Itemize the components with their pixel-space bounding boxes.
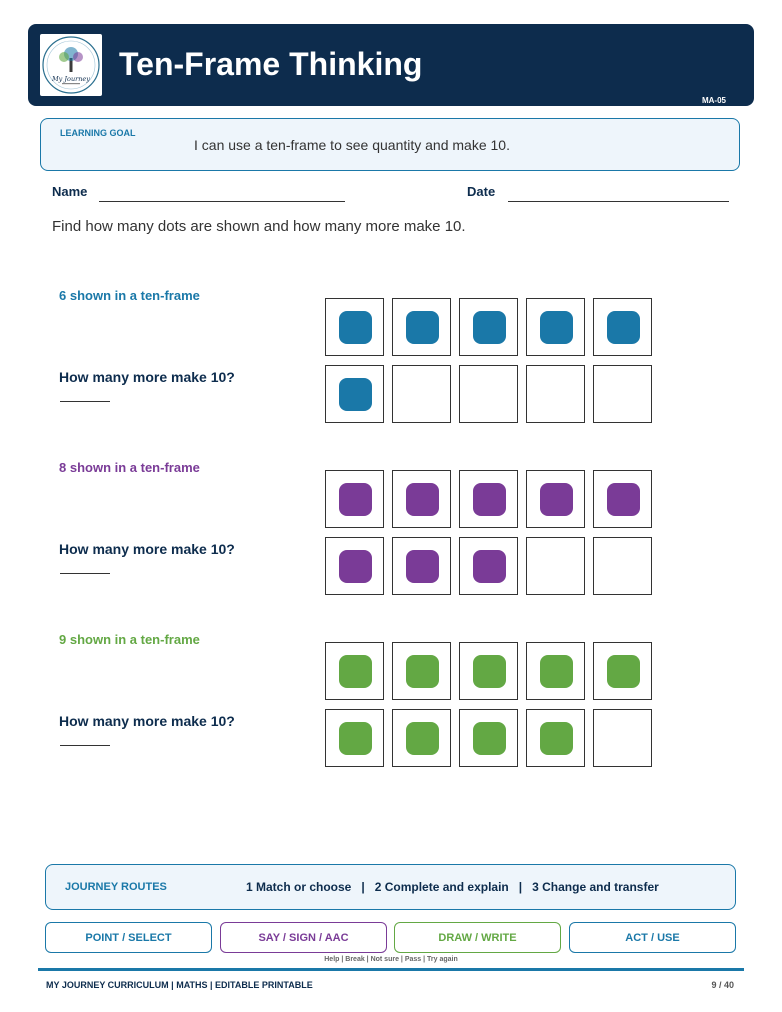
footer-title: MY JOURNEY CURRICULUM | MATHS | EDITABLE PRINTABLE <box>46 980 313 990</box>
counter-dot <box>540 311 573 344</box>
ten-frame-cell[interactable] <box>392 365 451 423</box>
date-field[interactable] <box>508 201 729 202</box>
answer-blank[interactable] <box>60 745 110 746</box>
item-question: How many more make 10? <box>59 713 235 729</box>
name-field[interactable] <box>99 201 345 202</box>
counter-dot <box>473 722 506 755</box>
ten-frame-cell[interactable] <box>392 537 451 595</box>
ten-frame-cell[interactable] <box>459 470 518 528</box>
ten-frame-cell[interactable] <box>593 537 652 595</box>
counter-dot <box>339 378 372 411</box>
page-title: Ten-Frame Thinking <box>119 46 423 82</box>
item-question: How many more make 10? <box>59 369 235 385</box>
counter-dot <box>406 311 439 344</box>
header-banner <box>28 24 754 106</box>
answer-blank[interactable] <box>60 401 110 402</box>
svg-text:My Journey: My Journey <box>52 75 90 83</box>
journey-routes-label: JOURNEY ROUTES <box>65 881 167 893</box>
ten-frame-cell[interactable] <box>459 642 518 700</box>
counter-dot <box>540 655 573 688</box>
counter-dot <box>540 722 573 755</box>
ten-frame-cell[interactable] <box>526 365 585 423</box>
counter-dot <box>540 483 573 516</box>
counter-dot <box>607 483 640 516</box>
footer-divider <box>38 968 744 971</box>
answer-blank[interactable] <box>60 573 110 574</box>
ten-frame-cell[interactable] <box>325 709 384 767</box>
item-title: 6 shown in a ten-frame <box>59 288 200 303</box>
ten-frame-item <box>0 460 782 600</box>
page-number: 9 / 40 <box>711 980 734 990</box>
ten-frame-cell[interactable] <box>459 709 518 767</box>
ten-frame-cell[interactable] <box>325 365 384 423</box>
worksheet-code: MA-05 <box>701 96 726 105</box>
mode-point-select-button[interactable]: POINT / SELECT <box>45 922 212 953</box>
counter-dot <box>339 655 372 688</box>
counter-dot <box>473 483 506 516</box>
ten-frame-cell[interactable] <box>325 470 384 528</box>
ten-frame-cell[interactable] <box>325 642 384 700</box>
learning-goal-label: LEARNING GOAL <box>60 128 136 138</box>
learning-goal-box <box>40 118 740 171</box>
learning-goal-text: I can use a ten-frame to see quantity and make 10. <box>194 137 510 153</box>
tree-logo-icon <box>40 34 102 96</box>
ten-frame-cell[interactable] <box>392 298 451 356</box>
ten-frame-cell[interactable] <box>526 470 585 528</box>
ten-frame-cell[interactable] <box>526 298 585 356</box>
ten-frame-cell[interactable] <box>593 470 652 528</box>
ten-frame <box>325 298 655 426</box>
counter-dot <box>406 550 439 583</box>
item-title: 9 shown in a ten-frame <box>59 632 200 647</box>
ten-frame-item <box>0 632 782 772</box>
mode-act-use-button[interactable]: ACT / USE <box>569 922 736 953</box>
ten-frame-cell[interactable] <box>593 642 652 700</box>
ten-frame-cell[interactable] <box>392 642 451 700</box>
ten-frame-cell[interactable] <box>392 470 451 528</box>
ten-frame-cell[interactable] <box>593 709 652 767</box>
mode-draw-write-button[interactable]: DRAW / WRITE <box>394 922 561 953</box>
counter-dot <box>339 722 372 755</box>
ten-frame-cell[interactable] <box>593 298 652 356</box>
counter-dot <box>339 550 372 583</box>
item-question: How many more make 10? <box>59 541 235 557</box>
counter-dot <box>406 722 439 755</box>
ten-frame-cell[interactable] <box>459 537 518 595</box>
help-options: Help | Break | Not sure | Pass | Try again <box>324 956 458 963</box>
counter-dot <box>473 311 506 344</box>
ten-frame-cell[interactable] <box>459 298 518 356</box>
counter-dot <box>339 483 372 516</box>
counter-dot <box>473 655 506 688</box>
ten-frame <box>325 470 655 598</box>
counter-dot <box>339 311 372 344</box>
counter-dot <box>406 655 439 688</box>
logo <box>40 34 102 96</box>
mode-say-sign-aac-button[interactable]: SAY / SIGN / AAC <box>220 922 387 953</box>
counter-dot <box>473 550 506 583</box>
counter-dot <box>607 311 640 344</box>
ten-frame-cell[interactable] <box>526 642 585 700</box>
ten-frame-cell[interactable] <box>392 709 451 767</box>
ten-frame <box>325 642 655 770</box>
counter-dot <box>607 655 640 688</box>
name-label: Name <box>52 184 88 199</box>
ten-frame-cell[interactable] <box>593 365 652 423</box>
ten-frame-cell[interactable] <box>459 365 518 423</box>
journey-routes-box <box>45 864 736 910</box>
ten-frame-item <box>0 288 782 428</box>
counter-dot <box>406 483 439 516</box>
item-title: 8 shown in a ten-frame <box>59 460 200 475</box>
date-label: Date <box>467 184 496 199</box>
instruction: Find how many dots are shown and how many more make 10. <box>52 218 466 235</box>
ten-frame-cell[interactable] <box>526 709 585 767</box>
ten-frame-cell[interactable] <box>325 537 384 595</box>
ten-frame-cell[interactable] <box>325 298 384 356</box>
journey-routes-text: 1 Match or choose | 2 Complete and explain | 3 Change and transfer <box>246 880 659 894</box>
ten-frame-cell[interactable] <box>526 537 585 595</box>
